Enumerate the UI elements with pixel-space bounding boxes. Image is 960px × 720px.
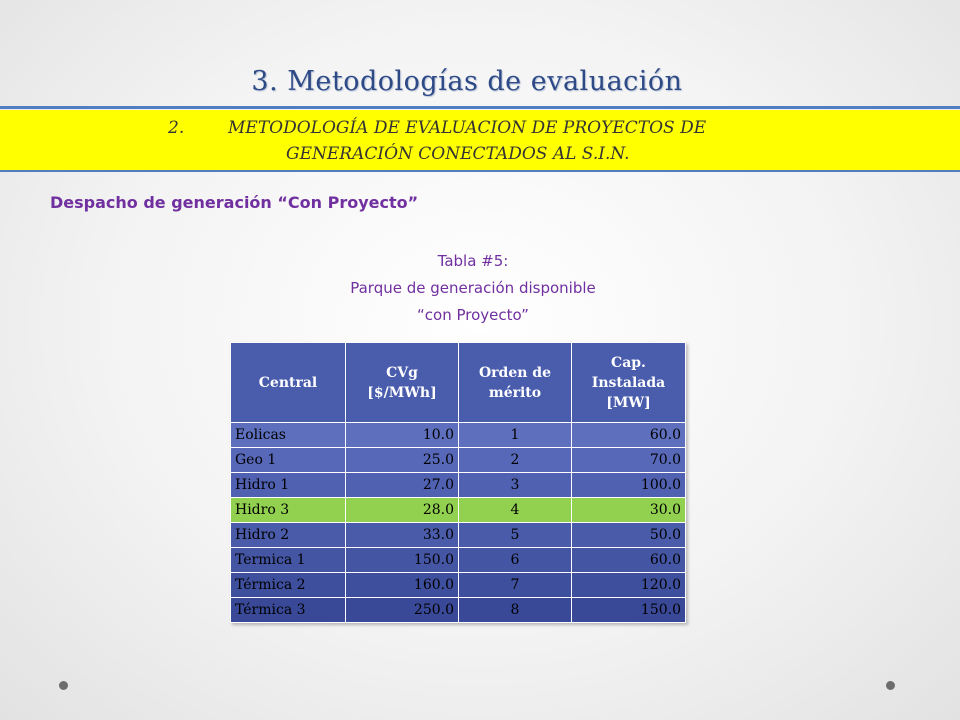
cell-cvg: 28.0 <box>346 498 459 523</box>
cell-orden: 1 <box>459 423 572 448</box>
cell-capacidad: 50.0 <box>572 523 686 548</box>
generation-table <box>230 342 686 623</box>
cell-central: Térmica 3 <box>231 598 346 623</box>
table-row <box>231 548 686 573</box>
slide-title: 3. Metodologías de evaluación <box>251 66 683 97</box>
cell-central: Eolicas <box>231 423 346 448</box>
section-banner <box>0 110 960 172</box>
cell-capacidad: 150.0 <box>572 598 686 623</box>
header-cvg: CVg [$/MWh] <box>346 343 459 423</box>
cell-central: Térmica 2 <box>231 573 346 598</box>
banner-number: 2. <box>168 118 185 138</box>
cell-cvg: 10.0 <box>346 423 459 448</box>
cell-central: Termica 1 <box>231 548 346 573</box>
decorative-dot-left <box>59 681 68 690</box>
table-row <box>231 498 686 523</box>
cell-capacidad: 100.0 <box>572 473 686 498</box>
table-row <box>231 448 686 473</box>
cell-central: Hidro 3 <box>231 498 346 523</box>
cell-capacidad: 30.0 <box>572 498 686 523</box>
slide-subtitle: Despacho de generación “Con Proyecto” <box>50 193 419 212</box>
cell-cvg: 25.0 <box>346 448 459 473</box>
banner-line-1: METODOLOGÍA DE EVALUACION DE PROYECTOS DE <box>228 118 707 138</box>
cell-cvg: 27.0 <box>346 473 459 498</box>
cell-orden: 3 <box>459 473 572 498</box>
banner-line-2: GENERACIÓN CONECTADOS AL S.I.N. <box>286 144 630 164</box>
cell-cvg: 160.0 <box>346 573 459 598</box>
cell-orden: 6 <box>459 548 572 573</box>
cell-cvg: 33.0 <box>346 523 459 548</box>
cell-capacidad: 120.0 <box>572 573 686 598</box>
table-row <box>231 573 686 598</box>
header-central: Central <box>231 343 346 423</box>
cell-central: Hidro 2 <box>231 523 346 548</box>
table-row <box>231 473 686 498</box>
table-caption-title: Parque de generación disponible <box>350 279 596 297</box>
cell-cvg: 250.0 <box>346 598 459 623</box>
cell-orden: 2 <box>459 448 572 473</box>
cell-cvg: 150.0 <box>346 548 459 573</box>
decorative-dot-right <box>886 681 895 690</box>
header-orden: Orden de mérito <box>459 343 572 423</box>
cell-capacidad: 70.0 <box>572 448 686 473</box>
cell-capacidad: 60.0 <box>572 423 686 448</box>
cell-capacidad: 60.0 <box>572 548 686 573</box>
cell-orden: 7 <box>459 573 572 598</box>
header-capacidad: Cap. Instalada [MW] <box>572 343 686 423</box>
cell-central: Hidro 1 <box>231 473 346 498</box>
table-row <box>231 598 686 623</box>
cell-orden: 8 <box>459 598 572 623</box>
cell-orden: 5 <box>459 523 572 548</box>
table-caption-subtitle: “con Proyecto” <box>417 306 529 324</box>
table-row <box>231 423 686 448</box>
table-row <box>231 523 686 548</box>
table-caption-number: Tabla #5: <box>437 252 509 270</box>
table-header-row <box>231 343 686 423</box>
cell-orden: 4 <box>459 498 572 523</box>
cell-central: Geo 1 <box>231 448 346 473</box>
title-divider <box>0 106 960 109</box>
